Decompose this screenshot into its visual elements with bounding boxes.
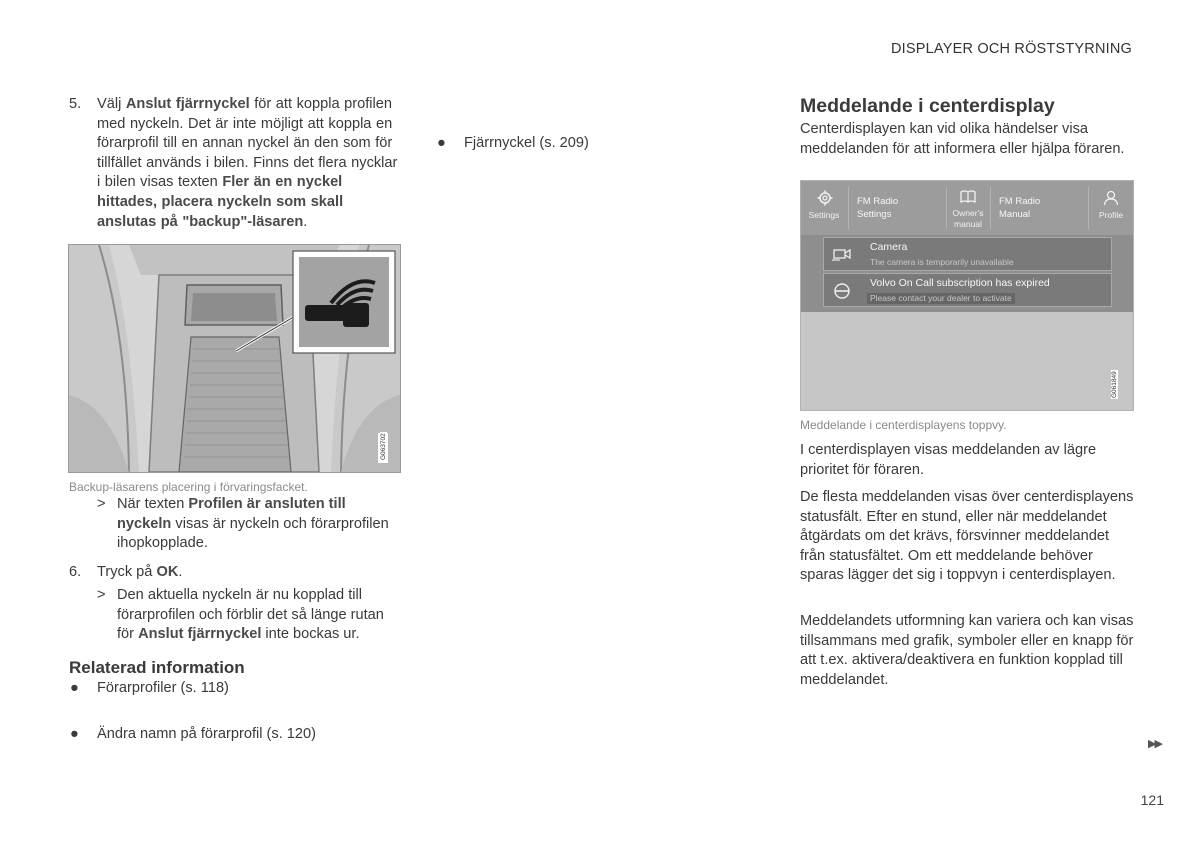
console-drawing [69, 245, 400, 472]
bullet-icon: ● [437, 135, 446, 152]
related-link-2[interactable] [69, 725, 431, 745]
notification-title: Volvo On Call subscription has expired [870, 277, 1050, 289]
storage-compartment-illustration [68, 244, 401, 473]
related-link-3[interactable] [436, 134, 794, 154]
volvo-logo-icon [833, 282, 851, 300]
link-text[interactable]: Förarprofiler (s. 118) [97, 680, 229, 696]
step-number: 5. [69, 96, 82, 112]
step-6 [69, 563, 403, 583]
figure-code: G061849 [1111, 371, 1118, 398]
settings-label: Settings [808, 210, 840, 220]
result-text: När texten [117, 496, 189, 512]
settings-tile[interactable] [801, 181, 847, 235]
top-bar [801, 181, 1133, 235]
bullet-icon: ● [70, 725, 79, 742]
center-display-screenshot [800, 180, 1134, 411]
notification-panel [801, 235, 1133, 312]
ui-term: Profilen är ansluten till nyckeln [117, 496, 346, 532]
result-2 [69, 586, 403, 645]
punctuation: . [178, 564, 183, 580]
fm-radio-settings-tile[interactable] [849, 181, 945, 235]
related-link-1[interactable] [69, 679, 431, 699]
ui-term: Anslut fjärrnyckel [125, 96, 250, 112]
step-text: för att koppla profilen med nyckeln. Det är inte möjligt att koppla en förarprofil till en annan nyckel än den som för tillfället används i bilen. Finns det flera nycklar i bilen visas texten [97, 96, 398, 191]
fm-radio-manual-tile[interactable] [991, 181, 1087, 235]
profile-tile[interactable] [1089, 181, 1133, 235]
step-number: 6. [69, 564, 82, 580]
figure-code: G063702 [380, 433, 387, 460]
section-heading: Meddelande i centerdisplay [800, 95, 1055, 117]
tile-line-1: FM Radio [999, 196, 1041, 207]
result-marker: > [97, 587, 106, 603]
intro-paragraph: Centerdisplayen kan vid olika händelser visa meddelanden för att informera eller hjälpa föraren. [800, 121, 1125, 157]
camera-icon [832, 247, 852, 261]
gear-icon [817, 190, 833, 206]
page-number: 121 [1140, 792, 1164, 808]
result-text: Den aktuella nyckeln är nu kopplad till förarprofilen och förblir det så länge rutan för [117, 587, 384, 643]
punctuation: . [303, 213, 308, 230]
ui-term: Anslut fjärrnyckel [138, 626, 262, 643]
step-text: Tryck på [97, 564, 157, 580]
notification-title: Camera [870, 241, 908, 253]
bullet-icon: ● [70, 680, 79, 696]
running-header: DISPLAYER OCH RÖSTSTYRNING [891, 41, 1132, 57]
figure-caption: Backup-läsarens placering i förvaringsfacket. [69, 480, 308, 494]
result-text: inte bockas ur. [261, 626, 360, 643]
result-marker: > [97, 496, 106, 512]
tile-line-2: manual [954, 219, 982, 229]
ui-term: OK [156, 564, 179, 580]
paragraph-3: Meddelandets utformning kan variera och kan visas tillsammans med grafik, symboler eller en knapp för att t.ex. aktivera/deaktivera en funktion kopplad till meddelandet. [800, 613, 1134, 688]
tile-line-2: Manual [999, 209, 1031, 220]
person-icon [1103, 190, 1119, 206]
step-5 [69, 95, 403, 232]
paragraph-2: De flesta meddelanden visas över centerdisplayens statusfält. Efter en stund, eller när meddelandet åtgärdats om det krävs, försvinner meddelandet från statusfältet. Om ett meddelande behöver sparas lägger det sig i toppvyn i centerdisplayen. [800, 489, 1134, 584]
notification-subtitle: The camera is temporarily unavailable [870, 257, 1014, 267]
link-text[interactable]: Ändra namn på förarprofil (s. 120) [97, 725, 317, 742]
notification-subtitle: Please contact your dealer to activate [867, 293, 1015, 304]
book-icon [960, 190, 976, 204]
profile-label: Profile [1098, 210, 1124, 220]
link-text[interactable]: Fjärrnyckel (s. 209) [464, 135, 589, 152]
related-heading: Relaterad information [69, 658, 245, 677]
ui-term: Fler än en nyckel hittades, placera nyckeln som skall anslutas på "backup"-läsaren [97, 174, 344, 230]
tile-line-1: Owner's [952, 208, 984, 218]
tile-line-2: Settings [857, 209, 892, 220]
paragraph-1: I centerdisplayen visas meddelanden av lägre prioritet för föraren. [800, 442, 1097, 478]
notification-camera[interactable] [823, 237, 1112, 271]
figure-caption: Meddelande i centerdisplayens toppvy. [800, 418, 1007, 432]
result-text: visas är nyckeln och förarprofilen ihopkopplade. [117, 515, 389, 552]
tile-line-1: FM Radio [857, 196, 899, 207]
owners-manual-tile[interactable] [947, 181, 989, 235]
continue-arrows-icon: ▶▶ [1148, 738, 1161, 750]
step-text: Välj [97, 96, 126, 112]
result-1 [69, 495, 403, 554]
notification-volvo-on-call[interactable] [823, 273, 1112, 307]
